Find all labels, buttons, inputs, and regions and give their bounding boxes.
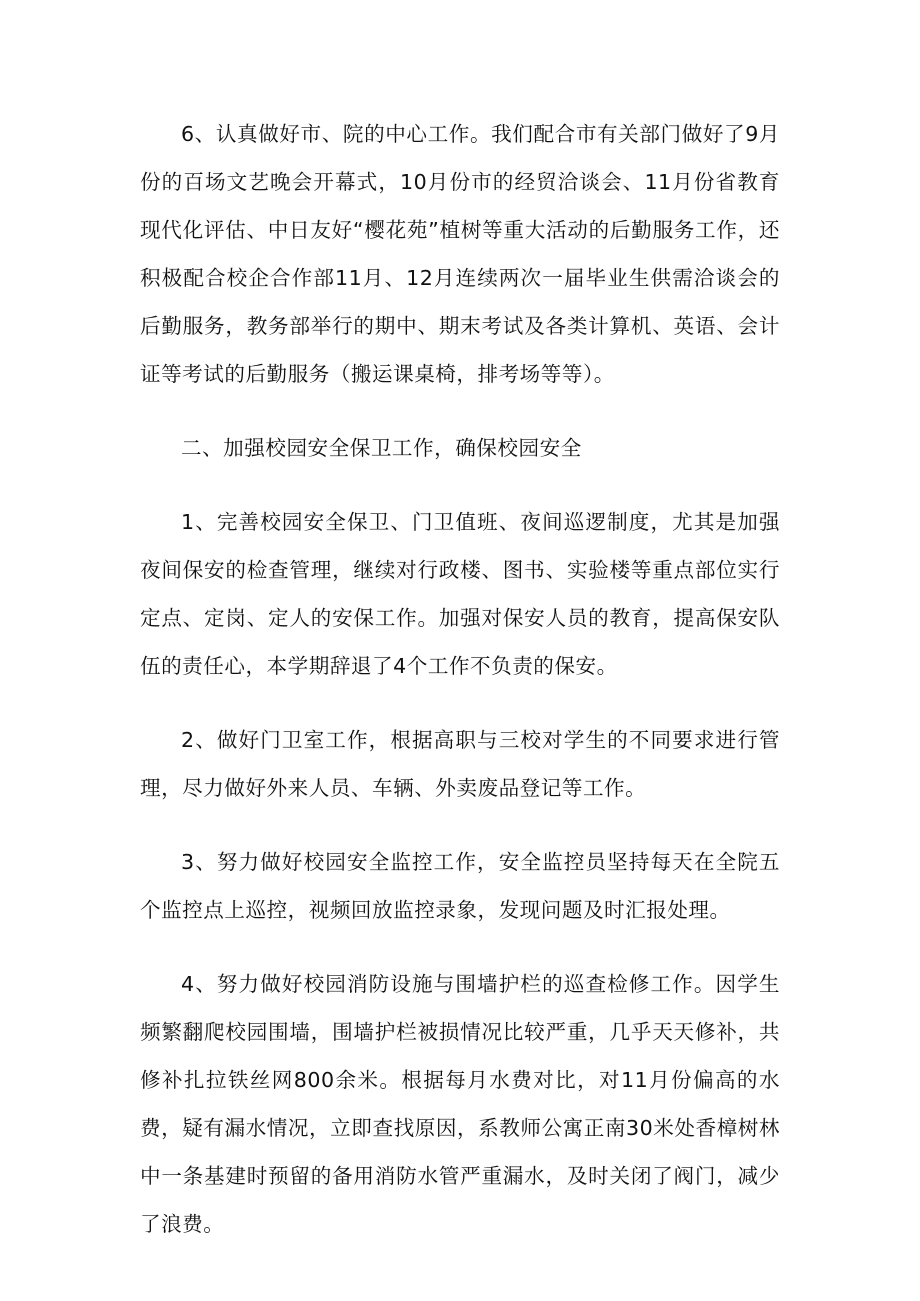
- section-heading-campus-security: 二、加强校园安全保卫工作，确保校园安全: [181, 436, 582, 460]
- paragraph-gatehouse: 2、做好门卫室工作，根据高职与三校对学生的不同要求进行管理，尽力做好外来人员、车辆、外卖废品登记等工作。: [140, 728, 780, 800]
- paragraph-fire-facilities: 4、努力做好校园消防设施与围墙护栏的巡查检修工作。因学生频繁翻爬校园围墙，围墙护栏被损情况比较严重，几乎天天修补，共修补扎拉铁丝网800余米。根据每月水费对比，对11月份偏高的水费，疑有漏水情况，立即查找原因，系教师公寓正南30米处香樟树林中一条基建时预留的备用消防水管严重漏水，及时关闭了阀门，减少了浪费。: [140, 972, 780, 1236]
- paragraph-security-system: 1、完善校园安全保卫、门卫值班、夜间巡逻制度，尤其是加强夜间保安的检查管理，继续对行政楼、图书、实验楼等重点部位实行定点、定岗、定人的安保工作。加强对保安人员的教育，提高保安队伍的责任心，本学期辞退了4个工作不负责的保安。: [140, 510, 780, 678]
- paragraph-central-work: 6、认真做好市、院的中心工作。我们配合市有关部门做好了9月份的百场文艺晚会开幕式，10月份市的经贸洽谈会、11月份省教育现代化评估、中日友好“樱花苑”植树等重大活动的后勤服务工作，还积极配合校企合作部11月、12月连续两次一届毕业生供需洽谈会的后勤服务，教务部举行的期中、期末考试及各类计算机、英语、会计证等考试的后勤服务（搬运课桌椅，排考场等等）。: [140, 122, 780, 386]
- document-body: [140, 110, 780, 1274]
- paragraph-monitoring: 3、努力做好校园安全监控工作，安全监控员坚持每天在全院五个监控点上巡控，视频回放监控录象，发现问题及时汇报处理。: [140, 850, 780, 922]
